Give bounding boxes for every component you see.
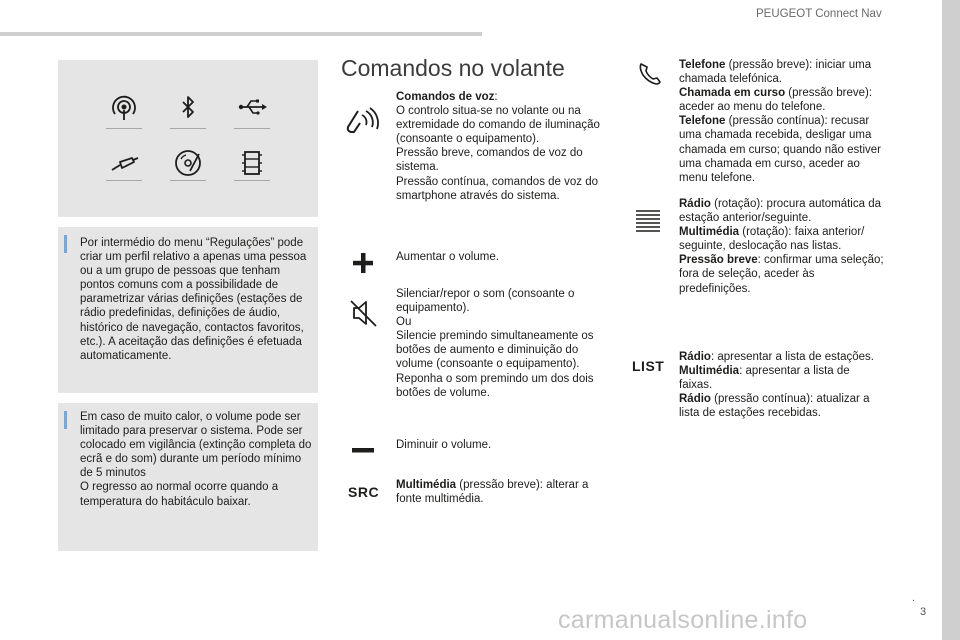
radio-rotation-label: Rádio [679,198,711,210]
list-radio-long-label: Rádio [679,393,711,406]
src-icon: SRC [348,484,380,500]
info-marker-icon [64,235,67,253]
thumbwheel-text [679,197,885,296]
page-dot: . [912,592,916,604]
call-in-progress-label: Chamada em curso [679,87,786,100]
note-text: Por intermédio do menu “Regulações” pode criar um perfil relativo a apenas uma pessoa ou a um grupo de pessoas que tenham pontos comuns com a possibilidade de parametrizar várias definições (estações de rádio predefinidas, definições de áudio, histórico de navegação, contactos favoritos, etc.). A aceitação das definições é efetuada automaticamente. [80,237,307,362]
page-edge-tab [942,0,960,640]
header-title: PEUGEOT Connect Nav [756,8,882,20]
panel-divider [106,180,142,181]
voice-command-icon [344,105,382,137]
section-title: Comandos no volante [341,55,565,81]
bluetooth-icon [170,90,206,126]
video-film-icon [234,146,270,182]
list-icon: LIST [632,358,665,374]
minus-icon [352,447,374,455]
media-rotation-label: Multimédia [679,226,740,239]
phone-long-press-label: Telefone [679,115,726,128]
voice-command-description: O controlo situa-se no volante ou na extremidade do comando de iluminação (consoante o equipamento). Pressão breve, comandos de voz do sistema. Pressão contínua, comandos de voz do smartphone através do sistema. [396,105,600,202]
note-text: Em caso de muito calor, o volume pode ser limitado para preservar o sistema. Pode ser colocado em vigilância (extinção completa do ecrã e do som) durante um período mínimo de 5 minutos O regresso ao normal ocorre quando a temperatura do habitáculo baixar. [80,411,312,508]
src-description: (pressão breve): alterar a fonte multimédia. [396,479,589,506]
header-rule [0,32,482,36]
phone-label: Telefone [679,59,726,71]
panel-divider [170,180,206,181]
info-note-profiles [58,227,318,393]
aux-jack-icon [106,146,142,182]
panel-divider [106,128,142,129]
page-number: 3 [920,606,927,618]
voice-command-text [396,90,600,203]
phone-description: (pressão breve): iniciar uma chamada telefónica. [679,59,872,86]
short-press-description: : confirmar uma seleção; fora de seleção, aceder às predefinições. [679,254,884,295]
panel-divider [234,128,270,129]
list-radio-label: Rádio [679,351,711,363]
label-colon: : [494,91,498,103]
mute-text: Silenciar/repor o som (consoante o equipamento). Ou Silencie premindo simultaneamente os botões de aumento e diminuição do volume (consoante o equipamento). Reponha o som premindo um dos dois botões de volume. [396,288,594,399]
list-text [679,350,885,420]
plus-icon [352,252,374,274]
cd-icon [170,146,206,182]
panel-divider [234,180,270,181]
watermark: carmanualsonline.info [558,606,808,634]
info-note-heat [58,403,318,551]
panel-divider [170,128,206,129]
phone-long-press-description: (pressão contínua): recusar uma chamada recebida, desligar uma chamada em curso; quando não estiver uma chamada em curso, aceder ao menu telefone. [679,115,882,184]
radio-rotation-description: (rotação): procura automática da estação anterior/seguinte. [679,198,881,225]
volume-down-text: Diminuir o volume. [396,439,492,451]
src-label: Multimédia [396,479,457,491]
mute-icon [346,296,380,330]
radio-icon [106,90,142,126]
list-media-description: : apresentar a lista de faixas. [679,365,850,392]
src-text [396,478,600,506]
media-rotation-description: (rotação): faixa anterior/ seguinte, deslocação nas listas. [679,226,865,253]
list-radio-long-description: (pressão contínua): atualizar a lista de estações recebidas. [679,393,870,420]
list-radio-description: : apresentar a lista de estações. [710,351,874,363]
short-press-label: Pressão breve [679,254,758,267]
voice-command-label: Comandos de voz [396,91,495,103]
usb-icon [234,90,270,126]
list-media-label: Multimédia [679,365,740,378]
info-marker-icon [64,411,67,429]
volume-up-text: Aumentar o volume. [396,251,499,263]
phone-icon [636,60,664,88]
source-icon-panel [58,60,318,217]
call-in-progress-description: (pressão breve): aceder ao menu do telefone. [679,87,873,114]
phone-text [679,58,885,185]
thumbwheel-icon [634,209,662,235]
